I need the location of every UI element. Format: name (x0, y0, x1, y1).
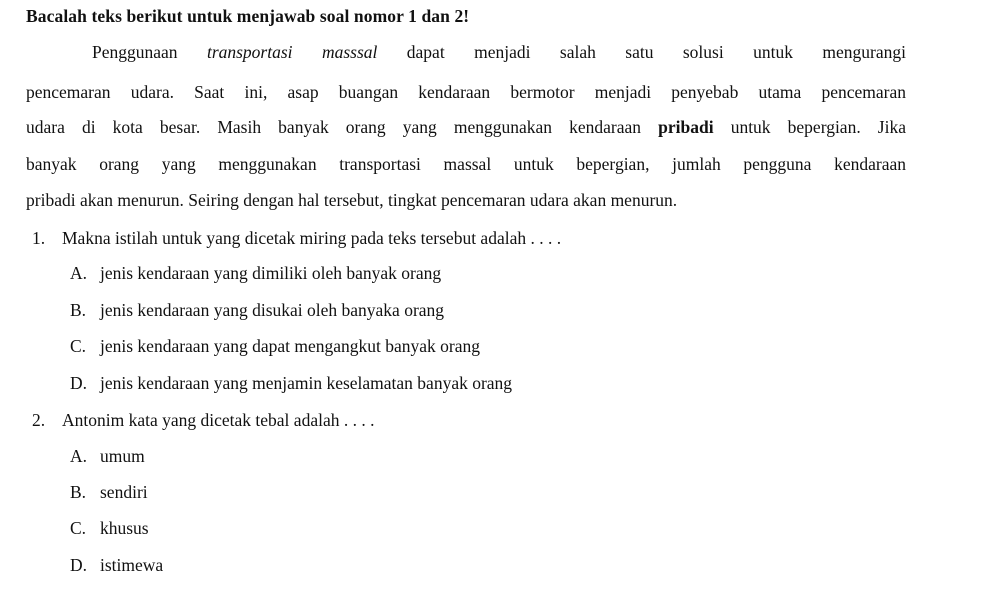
option-letter: D. (70, 555, 88, 575)
question-1-option-b[interactable] (70, 300, 444, 321)
option-text: jenis kendaraan yang menjamin keselamatan banyak orang (100, 373, 513, 393)
option-letter: C. (70, 336, 87, 356)
question-number: 2. (32, 410, 46, 430)
question-2-option-b[interactable] (70, 482, 148, 503)
italic-term: transportasi masssal (206, 42, 378, 62)
passage-line-4: banyak orang yang menggunakan transportasi massal untuk bepergian, jumlah pengguna kendaraan (26, 154, 906, 174)
question-2-option-c[interactable] (70, 518, 149, 539)
question-text: Makna istilah untuk yang dicetak miring pada teks tersebut adalah . . . . (62, 228, 562, 248)
question-number: 1. (32, 228, 46, 248)
question-1-option-a[interactable] (70, 263, 441, 284)
question-2-option-d[interactable] (70, 555, 163, 576)
option-letter: A. (70, 263, 88, 283)
passage-line-2: pencemaran udara. Saat ini, asap buangan kendaraan bermotor menjadi penyebab utama pencemaran (26, 82, 906, 102)
passage-line-3 (26, 117, 906, 138)
option-letter: B. (70, 482, 87, 502)
question-2-option-a[interactable] (70, 446, 145, 467)
option-letter: A. (70, 446, 88, 466)
question-1-option-d[interactable] (70, 373, 512, 394)
passage-text: dapat menjadi salah satu solusi untuk mengurangi (377, 42, 906, 62)
option-text: jenis kendaraan yang dimiliki oleh banyak orang (100, 263, 442, 283)
question-1-option-c[interactable] (70, 336, 480, 357)
passage-line-5: pribadi akan menurun. Seiring dengan hal tersebut, tingkat pencemaran udara akan menurun. (26, 190, 678, 210)
option-letter: B. (70, 300, 87, 320)
passage-text: Penggunaan (92, 42, 207, 62)
option-text: jenis kendaraan yang dapat mengangkut banyak orang (100, 336, 481, 356)
instruction-heading: Bacalah teks berikut untuk menjawab soal nomor 1 dan 2! (26, 6, 470, 26)
option-text: umum (100, 446, 145, 466)
option-text: khusus (100, 518, 149, 538)
question-2 (32, 410, 374, 431)
bold-term: pribadi (658, 117, 714, 137)
question-text: Antonim kata yang dicetak tebal adalah . . . . (62, 410, 375, 430)
option-letter: C. (70, 518, 87, 538)
question-1 (32, 228, 561, 249)
option-text: jenis kendaraan yang disukai oleh banyaka orang (100, 300, 445, 320)
passage-line-1 (92, 42, 906, 63)
option-text: istimewa (100, 555, 164, 575)
passage-text: untuk bepergian. Jika (713, 117, 906, 137)
option-text: sendiri (100, 482, 148, 502)
passage-text: udara di kota besar. Masih banyak orang yang menggunakan kendaraan (26, 117, 659, 137)
option-letter: D. (70, 373, 88, 393)
